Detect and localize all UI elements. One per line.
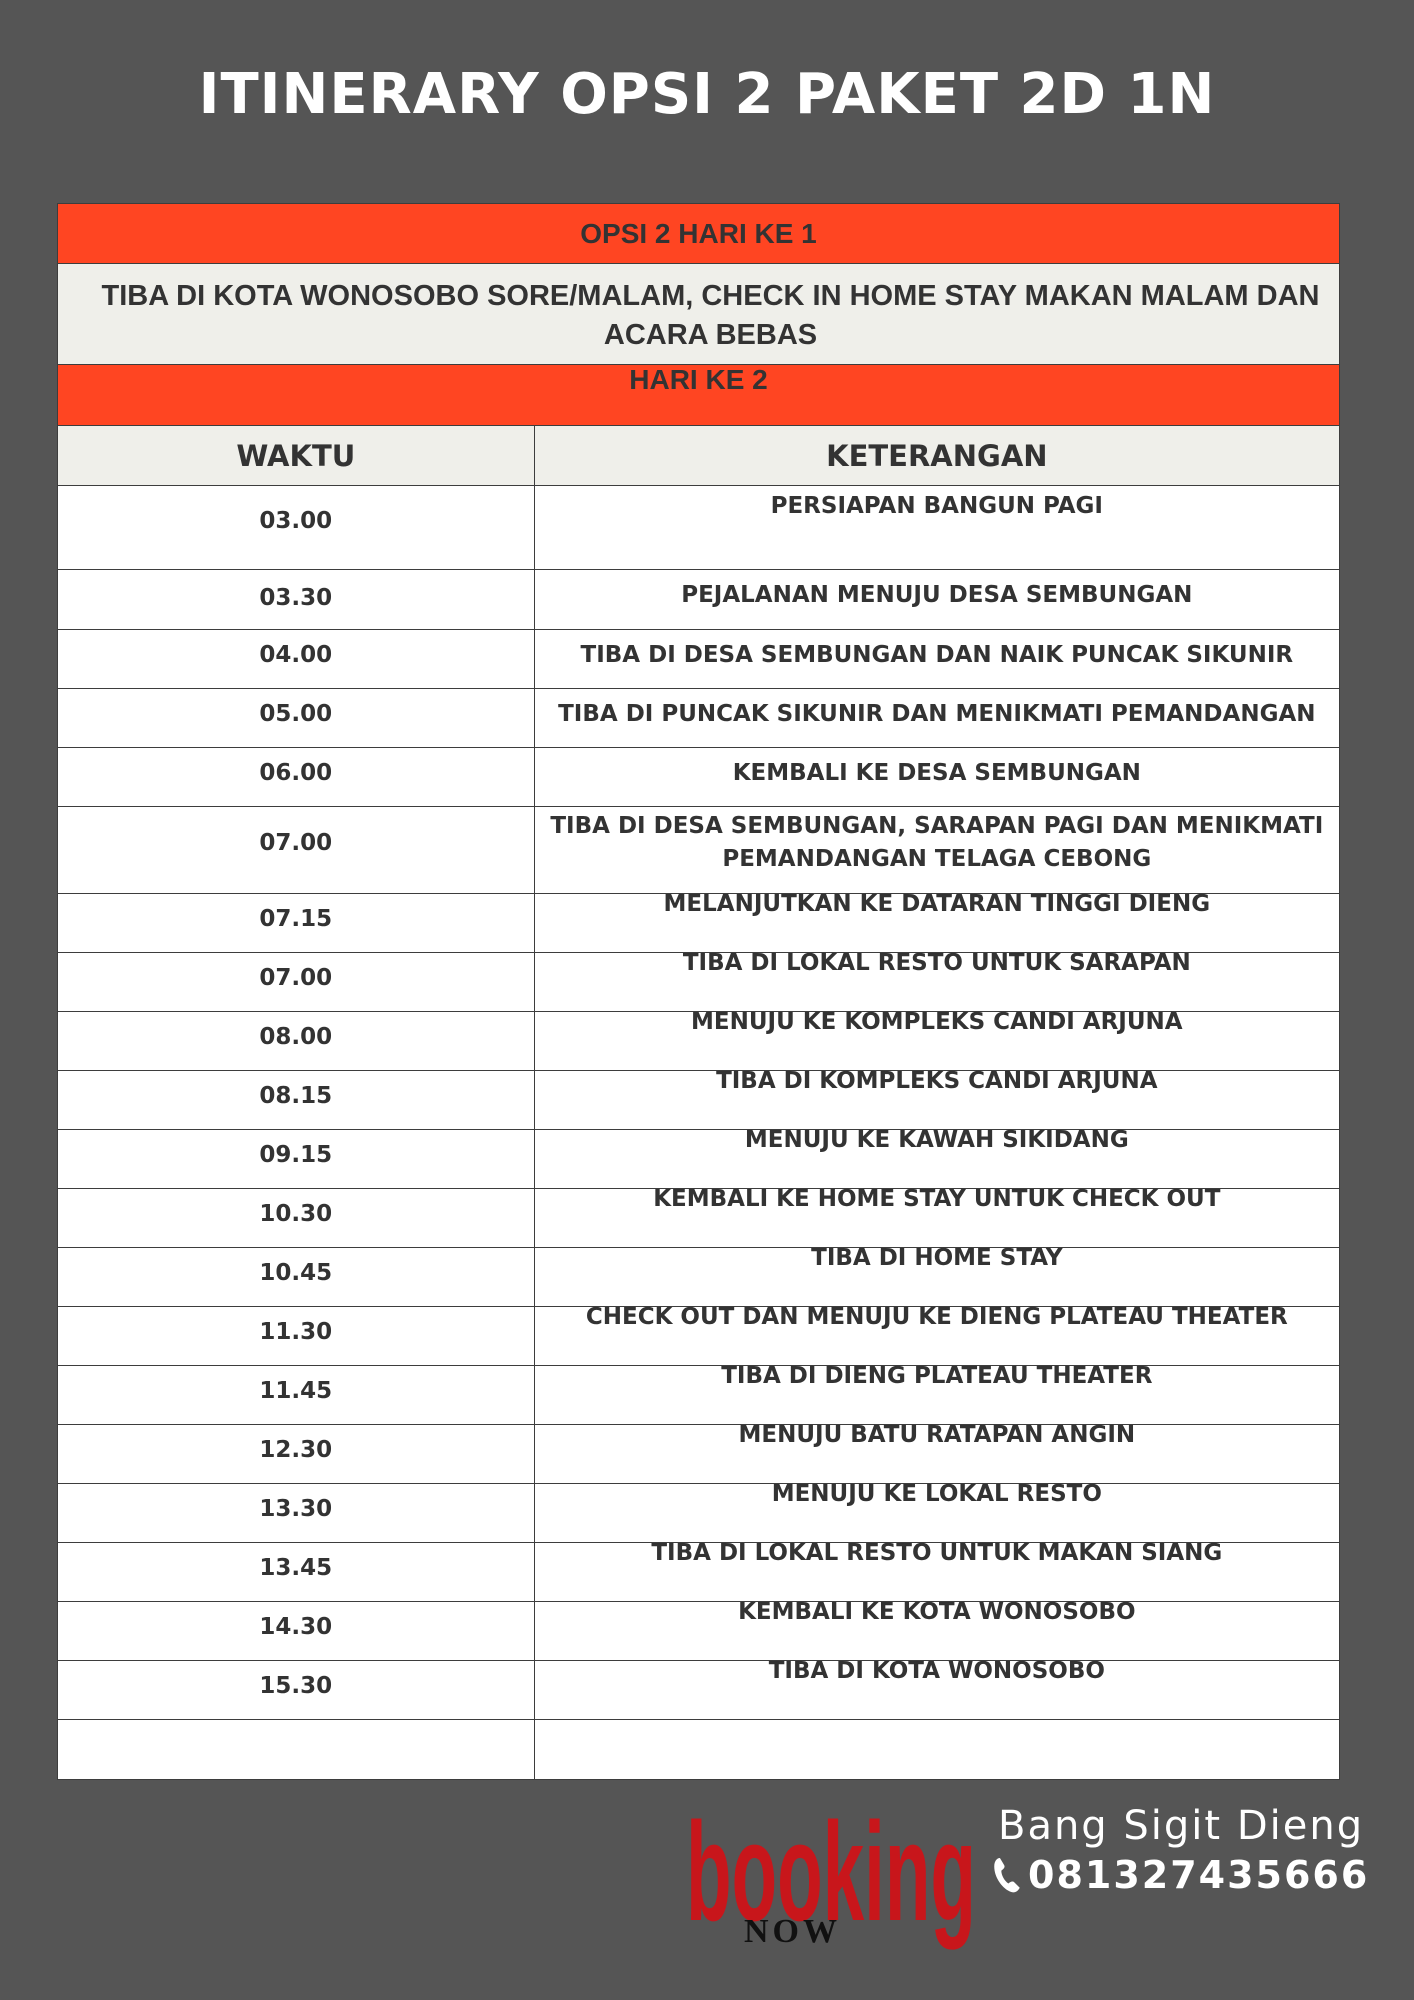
table-row (58, 1363, 1339, 1425)
note-value: CHECK OUT DAN MENUJU KE DIENG PLATEAU THEATER (585, 1304, 1288, 1330)
logo-subtext: NOW (744, 1913, 841, 1950)
time-cell (58, 1130, 535, 1188)
column-header-time: WAKTU (58, 426, 535, 485)
time-cell (58, 1661, 535, 1719)
table-row (58, 950, 1339, 1012)
note-value: MENUJU KE KAWAH SIKIDANG (744, 1127, 1129, 1153)
note-value: TIBA DI DESA SEMBUNGAN DAN NAIK PUNCAK SIKUNIR (580, 642, 1294, 668)
note-cell (535, 689, 1339, 747)
note-value: MELANJUTKAN KE DATARAN TINGGI DIENG (663, 891, 1211, 917)
table-row (58, 807, 1339, 894)
note-value: MENUJU KE KOMPLEKS CANDI ARJUNA (691, 1009, 1183, 1035)
table-row (58, 748, 1339, 807)
note-cell (535, 1599, 1339, 1660)
table-row (58, 1540, 1339, 1602)
time-value: 07.15 (259, 906, 333, 932)
note-cell (535, 950, 1339, 1011)
time-cell (58, 748, 535, 806)
table-row (58, 1127, 1339, 1189)
schedule-rows (58, 486, 1339, 1779)
time-cell (58, 1720, 535, 1779)
note-value: TIBA DI DESA SEMBUNGAN, SARAPAN PAGI DAN MENIKMATI PEMANDANGAN TELAGA CEBONG (550, 813, 1324, 872)
table-row (58, 1068, 1339, 1130)
table-row (58, 1658, 1339, 1720)
time-cell (58, 1248, 535, 1306)
time-cell (58, 1543, 535, 1601)
time-cell (58, 953, 535, 1011)
note-cell (535, 1422, 1339, 1483)
note-cell (535, 1481, 1339, 1542)
time-value: 03.00 (259, 508, 333, 534)
note-cell (535, 748, 1339, 806)
note-cell (535, 1245, 1339, 1306)
time-cell (58, 1366, 535, 1424)
note-cell (535, 1127, 1339, 1188)
note-cell (535, 630, 1339, 688)
time-value: 08.00 (259, 1024, 333, 1050)
note-value: PEJALANAN MENUJU DESA SEMBUNGAN (681, 582, 1193, 608)
note-value: TIBA DI KOTA WONOSOBO (768, 1658, 1105, 1684)
time-value: 08.15 (259, 1083, 333, 1109)
time-cell (58, 807, 535, 893)
time-cell (58, 486, 535, 569)
table-row (58, 1304, 1339, 1366)
table-row (58, 486, 1339, 570)
note-value: TIBA DI PUNCAK SIKUNIR DAN MENIKMATI PEMANDANGAN (558, 701, 1316, 727)
table-row (58, 1245, 1339, 1307)
time-cell (58, 1602, 535, 1660)
table-row (58, 630, 1339, 689)
note-cell (535, 1068, 1339, 1129)
table-row (58, 1720, 1339, 1779)
time-cell (58, 630, 535, 688)
time-value: 06.00 (259, 760, 333, 786)
phone-icon (990, 1855, 1024, 1895)
table-row (58, 1599, 1339, 1661)
note-cell (535, 570, 1339, 629)
table-row (58, 1009, 1339, 1071)
time-value: 07.00 (259, 965, 333, 991)
time-value: 13.45 (259, 1555, 333, 1581)
note-cell (535, 1540, 1339, 1601)
note-cell (535, 1186, 1339, 1247)
time-value: 12.30 (259, 1437, 333, 1463)
table-row (58, 689, 1339, 748)
note-value: TIBA DI DIENG PLATEAU THEATER (721, 1363, 1153, 1389)
time-value: 11.30 (259, 1319, 333, 1345)
table-row (58, 1186, 1339, 1248)
day1-header: OPSI 2 HARI KE 1 (58, 204, 1339, 264)
phone-number: 081327435666 (1028, 1853, 1370, 1897)
note-value: KEMBALI KE DESA SEMBUNGAN (732, 760, 1141, 786)
day2-header: HARI KE 2 (58, 365, 1339, 426)
table-row (58, 891, 1339, 953)
note-cell (535, 1720, 1339, 1779)
time-cell (58, 1307, 535, 1365)
table-row (58, 1422, 1339, 1484)
note-value: TIBA DI HOME STAY (811, 1245, 1063, 1271)
table-row (58, 570, 1339, 630)
note-cell (535, 1363, 1339, 1424)
time-cell (58, 689, 535, 747)
time-value: 04.00 (259, 642, 333, 668)
note-cell (535, 1009, 1339, 1070)
time-cell (58, 1425, 535, 1483)
booking-now-logo (686, 1810, 976, 1960)
note-value: KEMBALI KE HOME STAY UNTUK CHECK OUT (653, 1186, 1221, 1212)
time-cell (58, 570, 535, 629)
note-value: TIBA DI LOKAL RESTO UNTUK MAKAN SIANG (651, 1540, 1223, 1566)
time-value: 09.15 (259, 1142, 333, 1168)
itinerary-table (57, 203, 1340, 1780)
column-header-row (58, 426, 1339, 486)
contact-phone[interactable] (990, 1853, 1369, 1897)
time-value: 05.00 (259, 701, 333, 727)
time-cell (58, 1071, 535, 1129)
note-value: KEMBALI KE KOTA WONOSOBO (738, 1599, 1136, 1625)
time-cell (58, 1484, 535, 1542)
logo-text: booking (686, 1810, 976, 1950)
time-value: 11.45 (259, 1378, 333, 1404)
day1-description: TIBA DI KOTA WONOSOBO SORE/MALAM, CHECK IN HOME STAY MAKAN MALAM DAN ACARA BEBAS (58, 264, 1339, 365)
page-title: ITINERARY OPSI 2 PAKET 2D 1N (198, 62, 1216, 127)
note-cell (535, 486, 1339, 569)
column-header-note: KETERANGAN (826, 439, 1048, 473)
table-row (58, 1481, 1339, 1543)
note-cell (535, 891, 1339, 952)
note-cell (535, 1304, 1339, 1365)
time-value: 07.00 (259, 830, 333, 856)
time-cell (58, 1012, 535, 1070)
note-value: TIBA DI LOKAL RESTO UNTUK SARAPAN (682, 950, 1191, 976)
note-value: TIBA DI KOMPLEKS CANDI ARJUNA (716, 1068, 1158, 1094)
note-value: PERSIAPAN BANGUN PAGI (770, 493, 1103, 519)
time-value: 15.30 (259, 1673, 333, 1699)
note-value: MENUJU KE LOKAL RESTO (771, 1481, 1102, 1507)
note-value: MENUJU BATU RATAPAN ANGIN (738, 1422, 1136, 1448)
time-cell (58, 1189, 535, 1247)
time-value: 10.30 (259, 1201, 333, 1227)
note-cell (535, 807, 1339, 893)
time-value: 03.30 (259, 585, 333, 611)
note-cell (535, 1658, 1339, 1719)
time-value: 14.30 (259, 1614, 333, 1640)
time-value: 10.45 (259, 1260, 333, 1286)
contact-name: Bang Sigit Dieng (998, 1803, 1365, 1849)
time-cell (58, 894, 535, 952)
time-value: 13.30 (259, 1496, 333, 1522)
